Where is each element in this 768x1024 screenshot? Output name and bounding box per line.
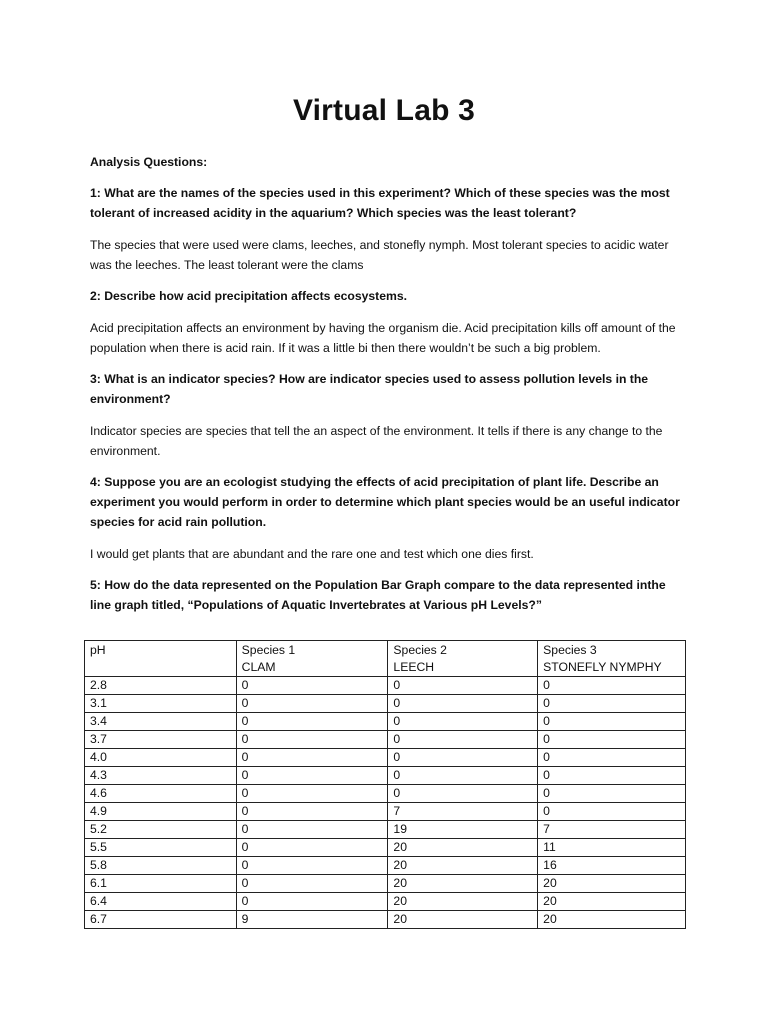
table-cell: 0 — [236, 749, 388, 767]
table-cell: 0 — [538, 749, 686, 767]
table-cell: 0 — [538, 731, 686, 749]
table-cell: 0 — [388, 713, 538, 731]
table-cell: 2.8 — [85, 677, 237, 695]
table-row — [85, 749, 686, 767]
header-line: pH — [90, 643, 106, 657]
table-cell: 0 — [388, 731, 538, 749]
table-row — [85, 803, 686, 821]
table-cell: 5.2 — [85, 821, 237, 839]
section-heading: Analysis Questions: — [90, 155, 208, 169]
header-ph — [85, 641, 237, 677]
table-cell: 5.8 — [85, 857, 237, 875]
table-cell: 19 — [388, 821, 538, 839]
table-cell: 0 — [236, 785, 388, 803]
table-cell: 0 — [236, 839, 388, 857]
answer-2: Acid precipitation affects an environment by having the organism die. Acid precipitation kills off amount of the population when there is acid rain. If it was a little bi then there wouldn’t be such a big problem. — [90, 321, 676, 355]
table-row — [85, 785, 686, 803]
question-5: 5: How do the data represented on the Population Bar Graph compare to the data represented inthe line graph titled, “Populations of Aquatic Invertebrates at Various pH Levels?” — [90, 578, 666, 612]
table-cell: 4.9 — [85, 803, 237, 821]
table-header-row — [85, 641, 686, 677]
table-cell: 3.4 — [85, 713, 237, 731]
header-line: CLAM — [241, 660, 276, 674]
table-cell: 20 — [388, 893, 538, 911]
table-cell: 7 — [538, 821, 686, 839]
table-row — [85, 677, 686, 695]
table-cell: 6.4 — [85, 893, 237, 911]
header-species-2 — [388, 641, 538, 677]
table-cell: 20 — [538, 875, 686, 893]
table-cell: 0 — [388, 767, 538, 785]
table-cell: 0 — [388, 749, 538, 767]
table-cell: 0 — [236, 731, 388, 749]
table-cell: 0 — [236, 875, 388, 893]
table-cell: 20 — [388, 911, 538, 929]
table-cell: 0 — [538, 677, 686, 695]
table-row — [85, 911, 686, 929]
table-cell: 0 — [236, 767, 388, 785]
table-row — [85, 695, 686, 713]
table-row — [85, 875, 686, 893]
question-1: 1: What are the names of the species used in this experiment? Which of these species was the most tolerant of increased acidity in the aquarium? Which species was the least tolerant? — [90, 186, 670, 220]
header-species-3 — [538, 641, 686, 677]
table-cell: 0 — [236, 803, 388, 821]
table-cell: 0 — [538, 713, 686, 731]
question-4: 4: Suppose you are an ecologist studying the effects of acid precipitation of plant life. Describe an experiment you would perform in order to determine which plant species would be an useful indicator species for acid rain pollution. — [90, 475, 680, 529]
table-cell: 4.0 — [85, 749, 237, 767]
table-cell: 0 — [236, 695, 388, 713]
question-3: 3: What is an indicator species? How are indicator species used to assess pollution levels in the environment? — [90, 372, 649, 406]
table-cell: 20 — [388, 875, 538, 893]
table-cell: 0 — [388, 695, 538, 713]
answer-3: Indicator species are species that tell the an aspect of the environment. It tells if there is any change to the environment. — [90, 424, 663, 458]
table-row — [85, 839, 686, 857]
table-cell: 9 — [236, 911, 388, 929]
table-cell: 5.5 — [85, 839, 237, 857]
table-cell: 20 — [388, 839, 538, 857]
table-cell: 4.3 — [85, 767, 237, 785]
table-cell: 16 — [538, 857, 686, 875]
table-row — [85, 857, 686, 875]
table-cell: 6.1 — [85, 875, 237, 893]
table-cell: 0 — [236, 857, 388, 875]
table-cell: 0 — [236, 821, 388, 839]
answer-1: The species that were used were clams, leeches, and stonefly nymph. Most tolerant species to acidic water was the leeches. The least tolerant were the clams — [90, 238, 669, 272]
table-row — [85, 731, 686, 749]
table-cell: 6.7 — [85, 911, 237, 929]
table-cell: 20 — [388, 857, 538, 875]
table-cell: 11 — [538, 839, 686, 857]
header-line: STONEFLY NYMPHY — [543, 660, 662, 674]
table-cell: 0 — [388, 677, 538, 695]
table-cell: 0 — [538, 785, 686, 803]
answer-4: I would get plants that are abundant and the rare one and test which one dies first. — [90, 547, 534, 561]
population-table — [84, 640, 686, 929]
table-cell: 0 — [236, 713, 388, 731]
header-line: Species 2 — [393, 643, 447, 657]
table-cell: 7 — [388, 803, 538, 821]
table-cell: 20 — [538, 911, 686, 929]
table-cell: 0 — [236, 893, 388, 911]
table-cell: 0 — [388, 785, 538, 803]
table-cell: 3.7 — [85, 731, 237, 749]
table-cell: 0 — [538, 803, 686, 821]
table-cell: 0 — [538, 695, 686, 713]
table-row — [85, 893, 686, 911]
analysis-section — [90, 152, 686, 627]
table-cell: 3.1 — [85, 695, 237, 713]
header-line: Species 3 — [543, 643, 597, 657]
table-cell: 4.6 — [85, 785, 237, 803]
page-title: Virtual Lab 3 — [292, 94, 476, 127]
table-cell: 0 — [538, 767, 686, 785]
question-2: 2: Describe how acid precipitation affects ecosystems. — [90, 289, 407, 303]
table-cell: 20 — [538, 893, 686, 911]
table-cell: 0 — [236, 677, 388, 695]
table-body — [85, 677, 686, 929]
header-line: LEECH — [393, 660, 435, 674]
table-row — [85, 713, 686, 731]
table-row — [85, 767, 686, 785]
table-row — [85, 821, 686, 839]
header-species-1 — [236, 641, 388, 677]
header-line: Species 1 — [241, 643, 296, 657]
